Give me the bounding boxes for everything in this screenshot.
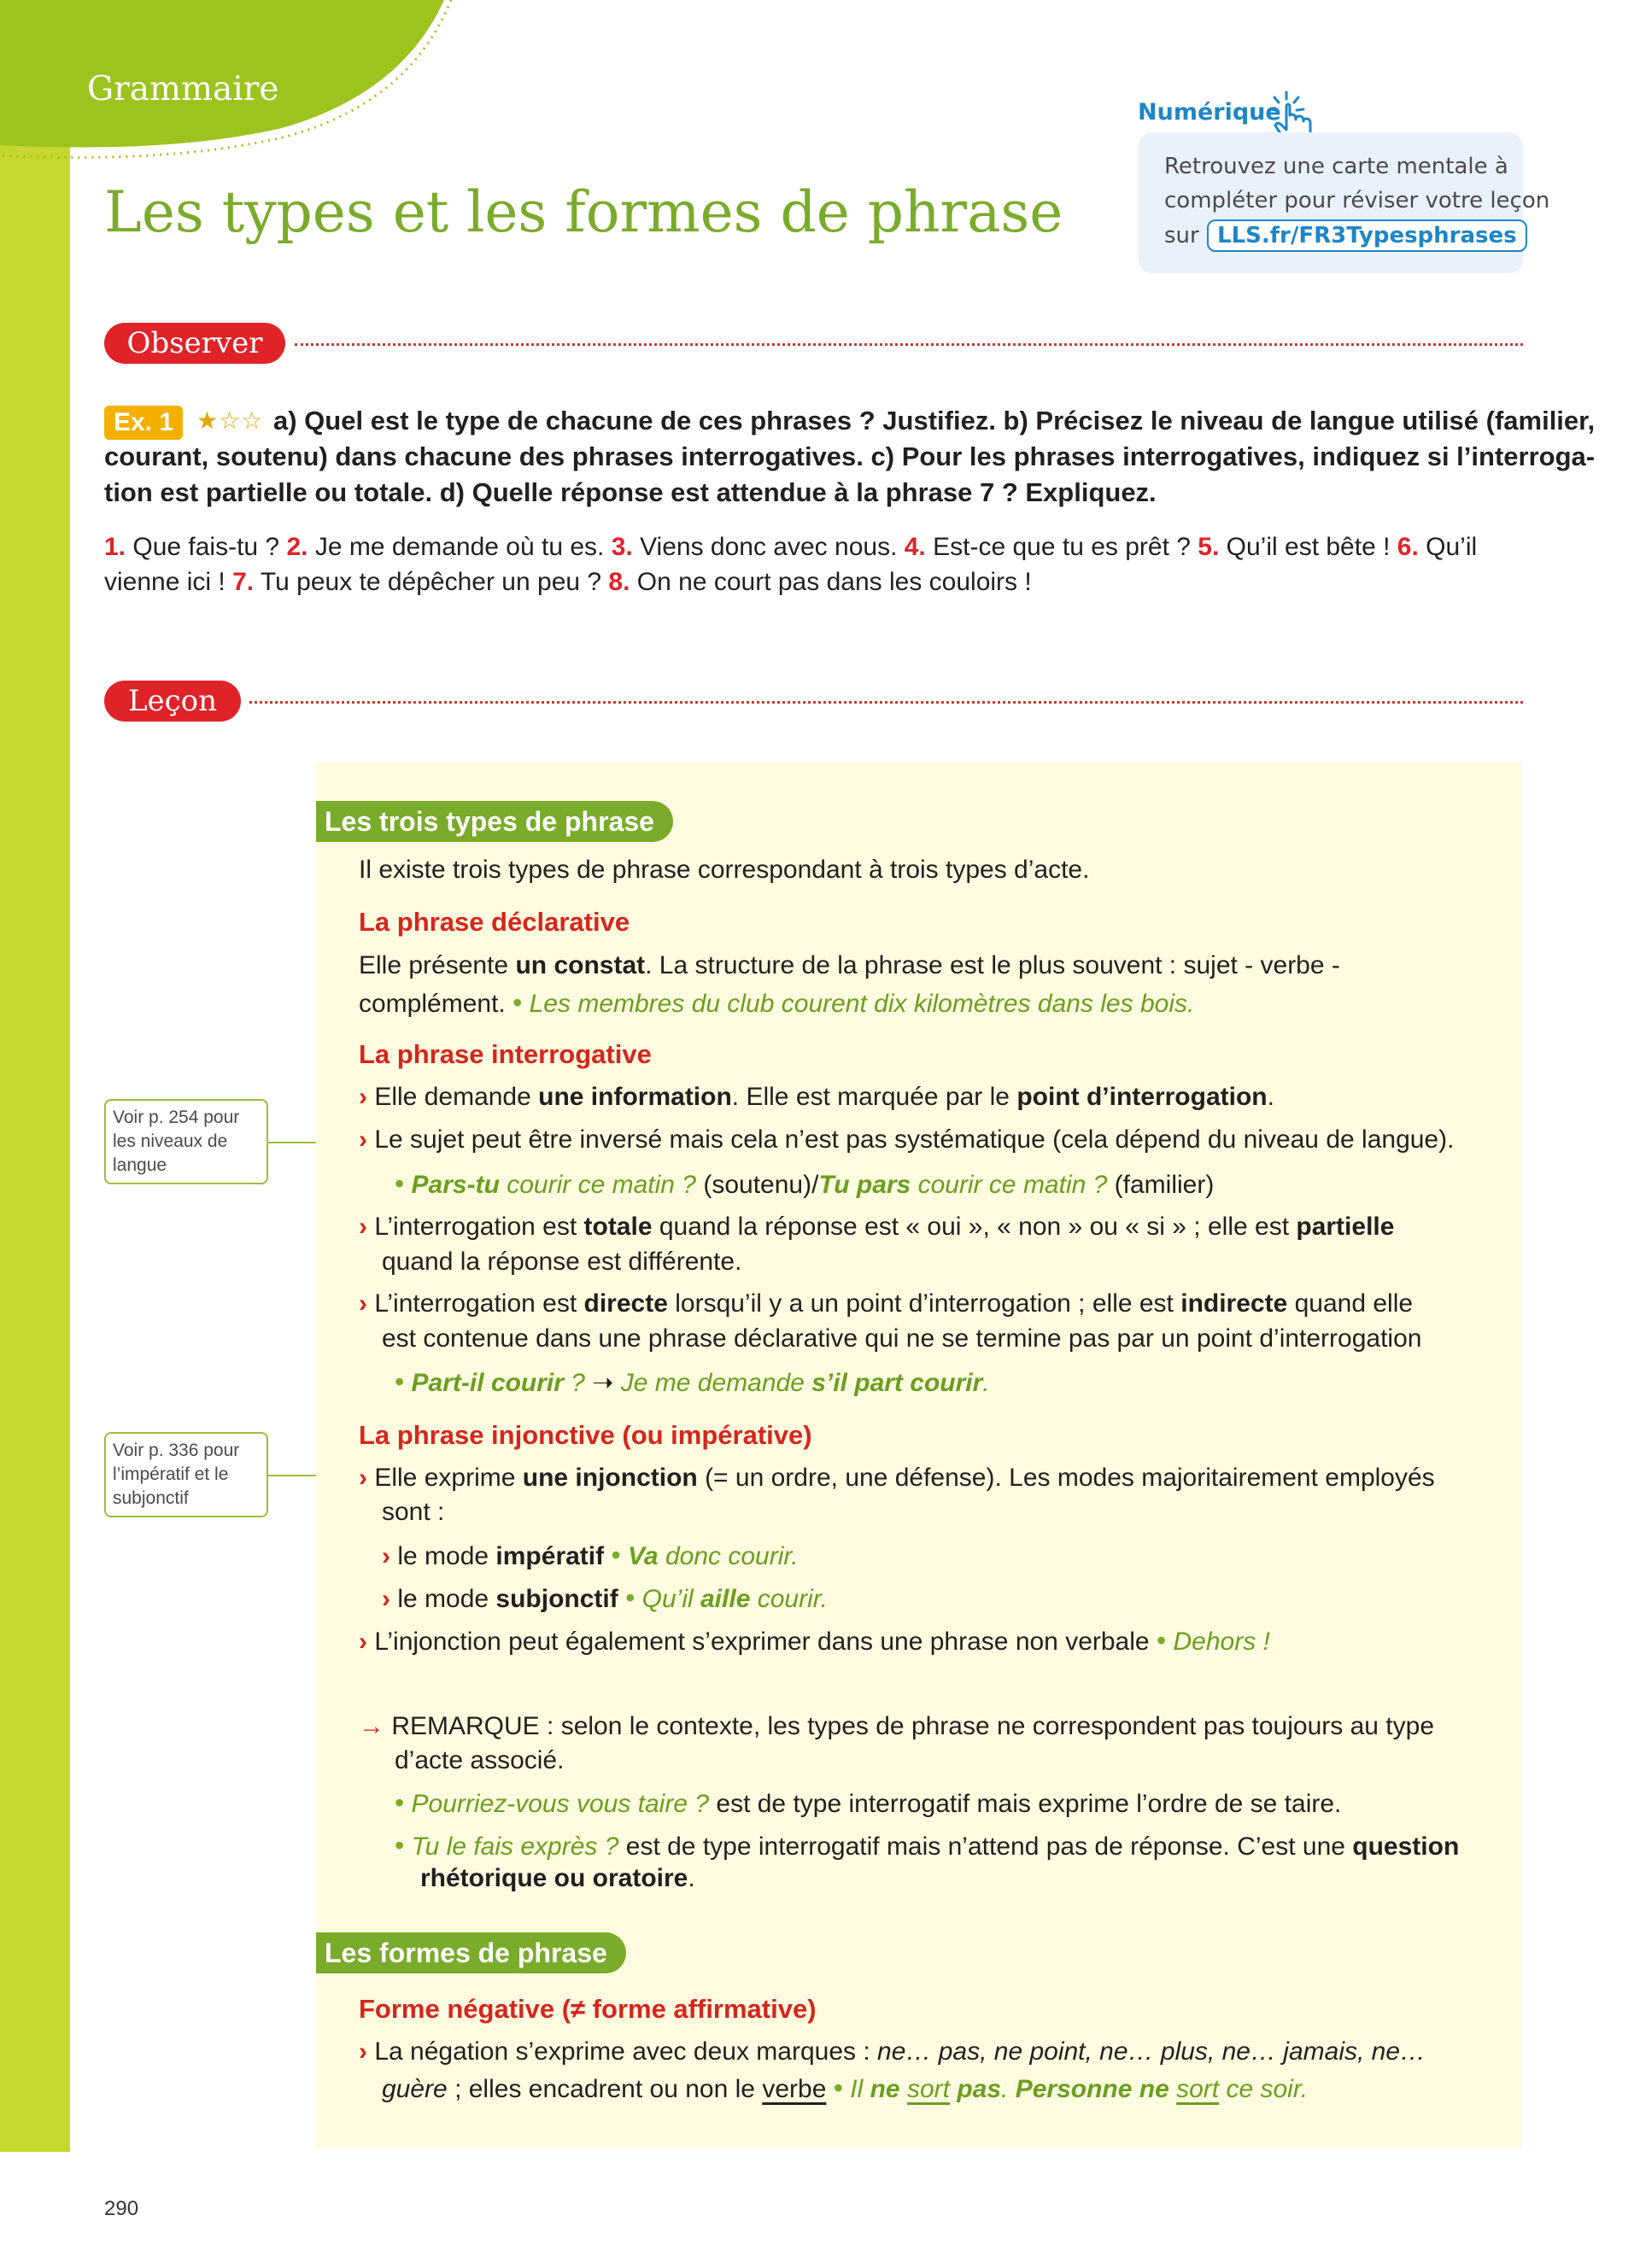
- example-underlined: sort: [1176, 2075, 1220, 2103]
- chevron-right-icon: ›: [382, 1542, 390, 1570]
- heading-forme-negative: Forme négative (≠ forme affirmative): [359, 1994, 817, 2024]
- example-underlined: sort: [906, 2075, 950, 2103]
- interrogative-bullet: [359, 1213, 1394, 1242]
- text: le mode: [397, 1542, 496, 1570]
- tag-trois-types: Les trois types de phrase: [316, 801, 673, 842]
- text: Elle demande: [374, 1083, 539, 1111]
- example-text: courir ce matin ?: [911, 1171, 1108, 1199]
- bullet-dot-icon: •: [512, 987, 523, 1018]
- text: L’interrogation est: [374, 1213, 584, 1241]
- example-text: Je me demande: [613, 1369, 812, 1397]
- formes-bullet: [359, 2037, 1426, 2066]
- text-bold: partielle: [1296, 1213, 1395, 1241]
- remarque-continuation: [420, 1864, 695, 1893]
- numerique-heading: Numérique: [1138, 99, 1281, 126]
- text-bold: subjonctif: [495, 1585, 618, 1613]
- text: quand la réponse est « oui », « non » ou « si » ; elle est: [652, 1213, 1297, 1241]
- side-note-connector: [266, 1142, 316, 1143]
- difficulty-stars-icon: ★☆☆: [196, 406, 264, 435]
- text: .: [688, 1864, 695, 1892]
- text: quand elle: [1287, 1289, 1414, 1318]
- example-text: Les membres du club courent dix kilomètres dans les bois.: [529, 990, 1195, 1018]
- declarative-line: [359, 987, 1194, 1019]
- sentence-text: Que fais-tu ?: [126, 533, 287, 561]
- bullet-dot-icon: •: [395, 1787, 405, 1818]
- sentences-line-2: [104, 568, 1032, 597]
- example-text: ?: [563, 1369, 593, 1397]
- interrogative-continuation: quand la réponse est différente.: [382, 1248, 742, 1276]
- section-divider: [249, 701, 1523, 704]
- lecon-label: Leçon: [104, 681, 241, 722]
- bullet-dot-icon: •: [395, 1366, 405, 1397]
- sentence-text: Je me demande où tu es.: [308, 533, 612, 561]
- interrogative-example: [395, 1168, 1214, 1200]
- text: .: [1267, 1083, 1274, 1111]
- side-note-line: subjonctif: [113, 1488, 189, 1508]
- heading-declarative: La phrase déclarative: [359, 907, 630, 937]
- side-note-line: Voir p. 254 pour: [113, 1108, 240, 1127]
- interrogative-bullet: [359, 1083, 1274, 1112]
- heading-injonctive: La phrase injonctive (ou impérative): [359, 1420, 812, 1450]
- text: . La structure de la phrase est le plus souvent : sujet - verbe -: [645, 951, 1340, 979]
- sentence-number: 6.: [1397, 533, 1419, 561]
- chevron-right-icon: ›: [359, 1464, 367, 1492]
- text: le mode: [397, 1585, 496, 1613]
- sentence-number: 2.: [286, 533, 308, 561]
- text-bold: une injonction: [522, 1464, 698, 1492]
- text: L’interrogation est: [374, 1289, 584, 1318]
- side-note-line: les niveaux de: [113, 1131, 228, 1151]
- interrogative-example: [395, 1366, 990, 1398]
- sentence-text: On ne court pas dans les couloirs !: [630, 568, 1032, 596]
- sentence-text: Viens donc avec nous.: [632, 533, 905, 561]
- side-note-connector: [266, 1475, 316, 1476]
- example-bold: s’il part courir: [811, 1369, 983, 1397]
- example-text: courir ce matin ?: [499, 1171, 696, 1199]
- example-bold: Personne ne: [1015, 2075, 1169, 2103]
- section-label: Grammaire: [87, 70, 279, 108]
- chevron-right-icon: ›: [359, 1125, 367, 1154]
- side-note: [104, 1432, 268, 1517]
- example-text: .: [1001, 2075, 1016, 2103]
- text-bold: impératif: [495, 1542, 605, 1570]
- text-underlined: verbe: [762, 2075, 827, 2103]
- chevron-right-icon: ›: [382, 1585, 390, 1613]
- example-bold: pas: [957, 2075, 1002, 2103]
- sentence-number: 8.: [608, 568, 630, 596]
- injonctive-bullet: [359, 1625, 1270, 1657]
- injonctive-sub-bullet: [382, 1540, 799, 1571]
- numerique-link[interactable]: LLS.fr/FR3Typesphrases: [1207, 219, 1527, 252]
- left-color-bar: [0, 0, 70, 2152]
- sentence-number: 5.: [1198, 533, 1220, 561]
- chevron-right-icon: ›: [359, 1213, 367, 1241]
- example-text: Qu’il: [641, 1585, 700, 1613]
- formes-continuation: [382, 2072, 1308, 2104]
- injonctive-bullet: [359, 1464, 1435, 1493]
- declarative-line: [359, 951, 1340, 980]
- sentence-text: Qu’il: [1418, 533, 1478, 561]
- page-title: Les types et les formes de phrase: [104, 179, 1063, 245]
- sentence-text: Qu’il est bête !: [1219, 533, 1397, 561]
- bullet-dot-icon: •: [1156, 1625, 1167, 1656]
- side-note-line: langue: [113, 1155, 167, 1175]
- chevron-right-icon: ›: [359, 1628, 367, 1656]
- remarque-example: [395, 1787, 1341, 1819]
- sentence-text: Est-ce que tu es prêt ?: [925, 533, 1198, 561]
- text: . Elle est marquée par le: [731, 1083, 1017, 1111]
- text: lorsqu’il y a un point d’interrogation ; elle est: [667, 1289, 1181, 1318]
- observer-label: Observer: [104, 323, 285, 364]
- text-bold: point d’interrogation: [1016, 1083, 1268, 1111]
- chevron-right-icon: ›: [359, 1289, 367, 1318]
- example-text: Dehors !: [1173, 1628, 1270, 1656]
- question-line: a) Quel est le type de chacune de ces phrases ? Justifiez. b) Précisez le niveau de langue utilisé (familier,: [273, 406, 1596, 435]
- remarque-continuation: d’acte associé.: [395, 1746, 565, 1774]
- chevron-right-icon: ›: [359, 2037, 367, 2066]
- sentence-number: 3.: [611, 533, 633, 561]
- side-note-line: l’impératif et le: [113, 1464, 229, 1484]
- text-italic: ne… pas, ne point, ne… plus, ne… jamais, ne…: [877, 2037, 1426, 2066]
- example-text: courir.: [750, 1585, 828, 1613]
- interrogative-bullet: [359, 1125, 1454, 1154]
- text: ; elles encadrent ou non le: [447, 2075, 763, 2103]
- text: est de type interrogatif mais n’attend pas de réponse. C’est une: [618, 1833, 1353, 1861]
- text-bold: totale: [583, 1213, 653, 1241]
- text-bold: indirecte: [1180, 1289, 1288, 1318]
- text: Le sujet peut être inversé mais cela n’est pas systématique (cela dépend du niveau de langue).: [374, 1125, 1455, 1154]
- sentence-number: 1.: [104, 533, 126, 561]
- example-bold: Va: [628, 1542, 659, 1570]
- exercise-badge: Ex. 1: [104, 406, 183, 440]
- heading-interrogative: La phrase interrogative: [359, 1039, 652, 1069]
- text-bold: une information: [538, 1083, 732, 1111]
- text: est de type interrogatif mais exprime l’ordre de se taire.: [709, 1790, 1342, 1818]
- section-divider: [295, 343, 1523, 346]
- text: (soutenu)/: [696, 1171, 819, 1199]
- side-note: [104, 1099, 268, 1184]
- text: (= un ordre, une défense). Les modes majoritairement employés: [697, 1464, 1435, 1492]
- example-bold: Pars-tu: [411, 1171, 500, 1199]
- interrogative-continuation: est contenue dans une phrase déclarative qui ne se termine pas par un point d’interrogation: [382, 1324, 1422, 1353]
- text-italic: guère: [382, 2075, 448, 2103]
- example-text: Tu le fais exprès ?: [411, 1833, 619, 1861]
- bullet-dot-icon: •: [395, 1830, 405, 1861]
- text: Elle présente: [359, 951, 516, 979]
- text-bold: rhétorique ou oratoire: [420, 1864, 688, 1892]
- text-bold: directe: [583, 1289, 668, 1318]
- question-line: courant, soutenu) dans chacune des phrases interrogatives. c) Pour les phrases interrogatives, indiquez si l’interroga-: [104, 441, 1596, 471]
- injonctive-sub-bullet: [382, 1582, 828, 1614]
- example-bold: ne: [870, 2075, 900, 2103]
- sentence-text: Tu peux te dépêcher un peu ?: [254, 568, 609, 596]
- text: L’injonction peut également s’exprimer dans une phrase non verbale: [374, 1628, 1157, 1656]
- remarque-line: [359, 1712, 1434, 1741]
- sentence-text: vienne ici !: [104, 568, 233, 596]
- injonctive-continuation: sont :: [382, 1498, 445, 1526]
- sentence-number: 7.: [232, 568, 255, 596]
- types-intro: Il existe trois types de phrase correspondant à trois types d’acte.: [359, 856, 1090, 884]
- arrow-right-icon: ➝: [592, 1369, 614, 1397]
- text: Elle exprime: [374, 1464, 523, 1492]
- bullet-dot-icon: •: [611, 1540, 621, 1570]
- example-text: ce soir.: [1219, 2075, 1309, 2103]
- tag-formes: Les formes de phrase: [316, 1932, 626, 1973]
- bullet-dot-icon: •: [395, 1168, 405, 1199]
- numerique-line: Retrouvez une carte mentale à: [1164, 154, 1508, 179]
- remarque-example: [395, 1830, 1459, 1862]
- page-number: 290: [104, 2197, 139, 2220]
- text: REMARQUE : selon le contexte, les types de phrase ne correspondent pas toujours au type: [391, 1712, 1435, 1740]
- example-text: Pourriez-vous vous taire ?: [411, 1790, 710, 1818]
- example-bold: aille: [700, 1585, 751, 1613]
- text: La négation s’exprime avec deux marques :: [374, 2037, 878, 2066]
- side-note-line: Voir p. 336 pour: [113, 1441, 240, 1460]
- text-bold: question: [1352, 1833, 1460, 1861]
- example-text: donc courir.: [658, 1542, 799, 1570]
- text: (familier): [1107, 1171, 1215, 1199]
- example-text: .: [982, 1369, 990, 1397]
- numerique-line: sur: [1164, 223, 1199, 248]
- bullet-dot-icon: •: [625, 1582, 636, 1613]
- bullet-dot-icon: •: [833, 2072, 843, 2103]
- numerique-line: compléter pour réviser votre leçon: [1164, 188, 1550, 213]
- chevron-right-icon: ›: [359, 1083, 367, 1111]
- text: complément.: [359, 990, 513, 1018]
- sentence-number: 4.: [904, 533, 926, 561]
- question-line: tion est partielle ou totale. d) Quelle réponse est attendue à la phrase 7 ? Expliquez.: [104, 477, 1157, 507]
- arrow-right-icon: →: [359, 1712, 384, 1740]
- example-bold: Part-il courir: [411, 1369, 564, 1397]
- example-text: Il: [850, 2075, 870, 2103]
- example-bold: Tu pars: [818, 1171, 911, 1199]
- sentences-line-1: [104, 533, 1477, 562]
- text-bold: un constat: [515, 951, 646, 979]
- interrogative-bullet: [359, 1289, 1413, 1318]
